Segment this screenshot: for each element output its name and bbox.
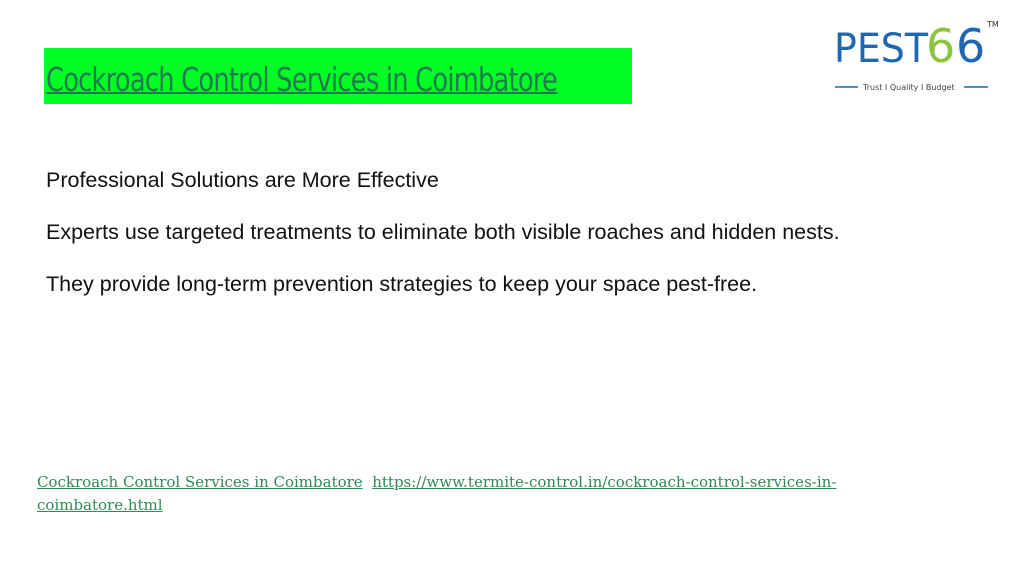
page-title[interactable]: Cockroach Control Services in Coimbatore (46, 60, 558, 99)
logo-tagline: Trust I Quality I Budget (863, 83, 955, 92)
trademark-symbol: TM (987, 20, 999, 29)
svg-text:6: 6 (956, 19, 986, 73)
url-link[interactable]: https://www.termite-control.in/cockroach-control-services-in-coimbatore.html (37, 473, 837, 514)
pest66-logo (832, 12, 1004, 94)
slide-body (46, 162, 946, 318)
svg-text:PEST: PEST (834, 26, 929, 72)
paragraph-prevention: They provide long-term prevention strategies to keep your space pest-free. (46, 272, 758, 296)
paragraph-experts: Experts use targeted treatments to eliminate both visible roaches and hidden nests. (46, 220, 840, 244)
svg-text:6: 6 (926, 19, 956, 73)
footer-links (37, 471, 897, 517)
paragraph-heading: Professional Solutions are More Effective (46, 168, 439, 192)
service-link[interactable]: Cockroach Control Services in Coimbatore (37, 473, 363, 491)
